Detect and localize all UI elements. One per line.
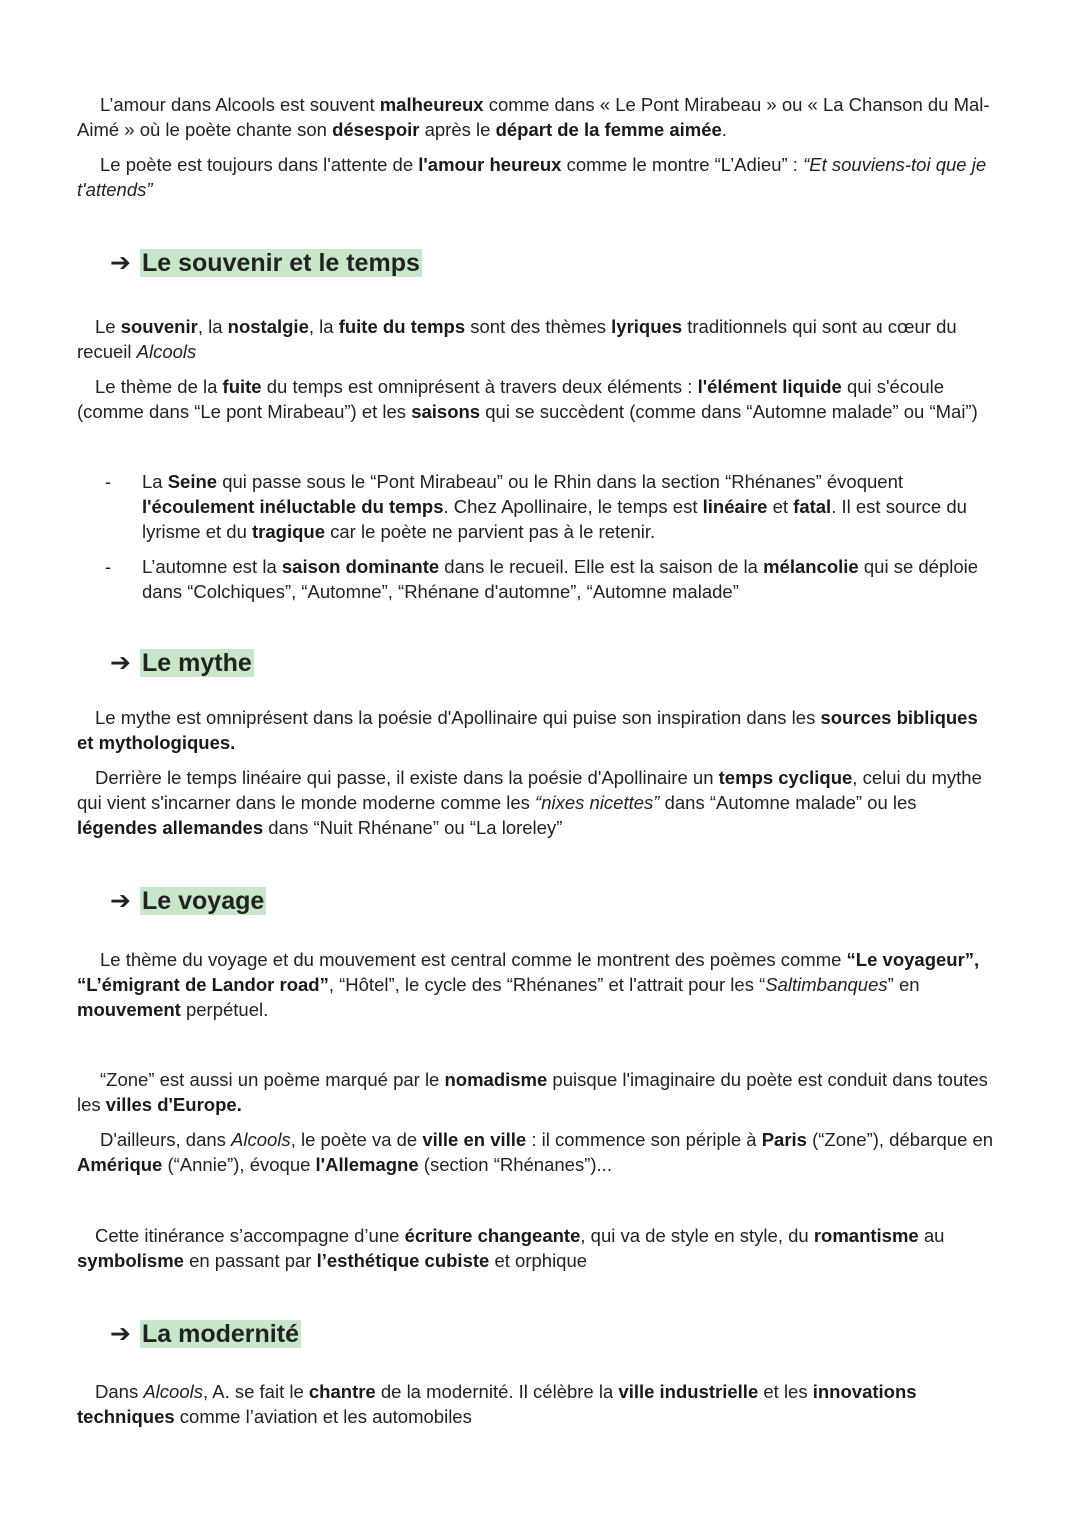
list-item: - La Seine qui passe sous le “Pont Mirabeau” ou le Rhin dans la section “Rhénanes” évoquent l'écoulement inéluctable du temps. Chez Apollinaire, le temps est linéaire et fatal. Il est source du lyrisme et du tragique car le poète ne parvient pas à le retenir.: [105, 471, 967, 542]
heading-title: La modernité: [142, 1320, 299, 1348]
paragraph-souvenir: Le souvenir, la nostalgie, la fuite du temps sont des thèmes lyriques traditionnels qui sont au cœur du recueil Alcools: [77, 316, 957, 362]
heading-title: Le voyage: [142, 887, 265, 915]
heading-title: Le souvenir et le temps: [142, 249, 420, 277]
arrow-right-icon: ➔: [110, 649, 131, 677]
arrow-right-icon: ➔: [110, 887, 131, 915]
paragraph-modernite: Dans Alcools, A. se fait le chantre de la modernité. Il célèbre la ville industrielle et les innovations techniques comme l’aviation et les automobiles: [77, 1381, 917, 1427]
paragraph-zone: “Zone” est aussi un poème marqué par le nomadisme puisque l'imaginaire du poète est conduit dans toutes les villes d'Europe.: [77, 1069, 988, 1115]
arrow-right-icon: ➔: [110, 1320, 131, 1348]
arrow-right-icon: ➔: [110, 249, 131, 277]
heading-mythe: [110, 648, 254, 678]
paragraph-ville-en-ville: D'ailleurs, dans Alcools, le poète va de ville en ville : il commence son périple à Paris (“Zone”), débarque en Amérique (“Annie”), évoque l'Allemagne (section “Rhénanes”)...: [77, 1129, 994, 1175]
paragraph-fuite: Le thème de la fuite du temps est omniprésent à travers deux éléments : l'élément liquide qui s'écoule (comme dans “Le pont Mirabeau”) et les saisons qui se succèdent (comme dans “Automne malade” ou “Mai”): [77, 376, 978, 422]
heading-souvenir: [110, 248, 422, 278]
paragraph-voyage: Le thème du voyage et du mouvement est central comme le montrent des poèmes comme “Le voyageur”, “L’émigrant de Landor road”, “Hôtel”, le cycle des “Rhénanes” et l'attrait pour les “Saltimbanques” en mouvement perpétuel.: [77, 949, 980, 1020]
paragraph-amour: L’amour dans Alcools est souvent malheureux comme dans « Le Pont Mirabeau » ou « La Chanson du Mal-Aimé » où le poète chante son désespoir après le départ de la femme aimée.: [77, 94, 990, 140]
heading-modernite: [110, 1319, 301, 1349]
list-item: - L’automne est la saison dominante dans le recueil. Elle est la saison de la mélancolie qui se déploie dans “Colchiques”, “Automne”, “Rhénane d'automne”, “Automne malade”: [105, 556, 979, 602]
paragraph-itinerance: Cette itinérance s’accompagne d’une écriture changeante, qui va de style en style, du romantisme au symbolisme en passant par l’esthétique cubiste et orphique: [77, 1225, 945, 1271]
paragraph-attente: Le poète est toujours dans l'attente de l'amour heureux comme le montre “L’Adieu” : “Et souviens-toi que je t'attends”: [77, 154, 987, 200]
heading-title: Le mythe: [142, 649, 252, 677]
paragraph-mythe: Le mythe est omniprésent dans la poésie d'Apollinaire qui puise son inspiration dans les sources bibliques et mythologiques.: [77, 707, 978, 753]
bullet-dash: -: [105, 556, 112, 577]
heading-voyage: [110, 886, 266, 916]
paragraph-temps-cyclique: Derrière le temps linéaire qui passe, il existe dans la poésie d'Apollinaire un temps cyclique, celui du mythe qui vient s'incarner dans le monde moderne comme les “nixes nicettes” dans “Automne malade” ou les légendes allemandes dans “Nuit Rhénane” ou “La loreley”: [77, 767, 982, 838]
bullet-dash: -: [105, 471, 112, 492]
